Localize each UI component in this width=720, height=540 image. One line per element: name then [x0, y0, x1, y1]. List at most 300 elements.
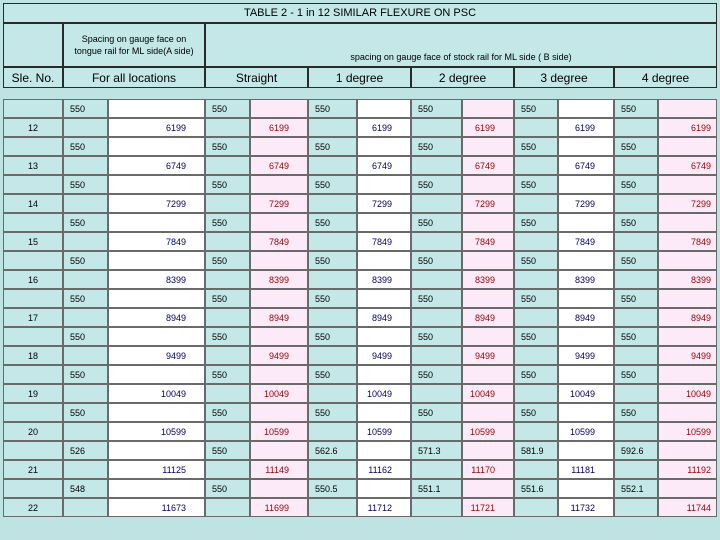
blank-cell — [357, 251, 411, 270]
distance-value-cell: 6749 — [658, 156, 717, 175]
blank-cell — [357, 441, 411, 460]
spacing-cell: 550 — [514, 289, 558, 308]
spacing-cell: 550 — [205, 365, 250, 384]
blank-cell — [250, 251, 308, 270]
distance-value-cell: 9499 — [108, 346, 205, 365]
table-title: TABLE 2 - 1 in 12 SIMILAR FLEXURE ON PSC — [3, 3, 717, 23]
distance-value-cell: 6749 — [558, 156, 614, 175]
distance-value-cell: 11712 — [357, 498, 411, 517]
blank-cell — [108, 479, 205, 498]
blank-cell — [357, 403, 411, 422]
blank-cell — [514, 156, 558, 175]
blank-cell — [558, 99, 614, 118]
table-row-values — [3, 270, 717, 289]
distance-value-cell: 10599 — [658, 422, 717, 441]
distance-value-cell: 10599 — [462, 422, 514, 441]
distance-value-cell: 7299 — [108, 194, 205, 213]
distance-value-cell: 8949 — [462, 308, 514, 327]
blank-cell — [108, 403, 205, 422]
table-row-spacing — [3, 99, 717, 118]
distance-value-cell: 8949 — [357, 308, 411, 327]
spacing-cell: 550 — [205, 327, 250, 346]
blank-cell — [558, 327, 614, 346]
blank-cell — [614, 308, 658, 327]
blank-cell — [205, 422, 250, 441]
distance-value-cell: 10049 — [108, 384, 205, 403]
sl-no-cell: 16 — [3, 270, 63, 289]
spacing-cell: 550 — [411, 137, 462, 156]
distance-value-cell: 9499 — [250, 346, 308, 365]
sl-no-cell: 13 — [3, 156, 63, 175]
blank-cell — [63, 118, 108, 137]
blank-cell — [63, 460, 108, 479]
table-row-spacing — [3, 327, 717, 346]
table-row-spacing — [3, 213, 717, 232]
spacing-cell: 581.9 — [514, 441, 558, 460]
blank-cell — [250, 213, 308, 232]
table-row-spacing — [3, 137, 717, 156]
spacing-cell: 550 — [308, 99, 357, 118]
blank-cell — [558, 365, 614, 384]
spacing-cell: 550 — [308, 175, 357, 194]
spacing-cell: 550 — [614, 403, 658, 422]
blank-cell — [658, 479, 717, 498]
spacing-cell: 550 — [63, 175, 108, 194]
blank-cell — [205, 498, 250, 517]
distance-value-cell: 7299 — [357, 194, 411, 213]
blank-cell — [658, 175, 717, 194]
blank-cell — [357, 213, 411, 232]
distance-value-cell: 10599 — [357, 422, 411, 441]
distance-value-cell: 11732 — [558, 498, 614, 517]
table-row-spacing — [3, 289, 717, 308]
blank-cell — [614, 422, 658, 441]
blank-cell — [205, 270, 250, 289]
blank-cell — [462, 289, 514, 308]
blank-cell — [658, 365, 717, 384]
table-row-spacing — [3, 175, 717, 194]
blank-cell — [63, 156, 108, 175]
spacing-cell: 550 — [308, 327, 357, 346]
blank-cell — [357, 327, 411, 346]
blank-cell — [558, 137, 614, 156]
spacing-cell: 550 — [63, 213, 108, 232]
blank-cell — [63, 384, 108, 403]
sl-no-cell-blank — [3, 99, 63, 118]
blank-cell — [250, 479, 308, 498]
sl-no-cell-blank — [3, 327, 63, 346]
column-header-3-degree: 3 degree — [514, 67, 614, 88]
blank-cell — [357, 289, 411, 308]
spacing-cell: 550 — [63, 99, 108, 118]
distance-value-cell: 10599 — [558, 422, 614, 441]
table-row-values — [3, 118, 717, 137]
distance-value-cell: 11744 — [658, 498, 717, 517]
blank-cell — [250, 99, 308, 118]
spacing-cell: 550 — [411, 327, 462, 346]
spacing-cell: 550 — [411, 289, 462, 308]
blank-cell — [357, 479, 411, 498]
distance-value-cell: 10599 — [108, 422, 205, 441]
blank-cell — [308, 422, 357, 441]
blank-cell — [614, 460, 658, 479]
spacing-cell: 550 — [308, 365, 357, 384]
blank-cell — [308, 384, 357, 403]
distance-value-cell: 10049 — [357, 384, 411, 403]
spacing-cell: 550 — [514, 99, 558, 118]
spacing-cell: 550 — [411, 251, 462, 270]
distance-value-cell: 10599 — [250, 422, 308, 441]
distance-value-cell: 9499 — [558, 346, 614, 365]
table-row-values — [3, 308, 717, 327]
spacing-cell: 550 — [514, 251, 558, 270]
blank-cell — [614, 194, 658, 213]
spacing-cell: 550 — [205, 403, 250, 422]
blank-cell — [514, 384, 558, 403]
distance-value-cell: 7849 — [558, 232, 614, 251]
sl-no-cell: 19 — [3, 384, 63, 403]
distance-value-cell: 7849 — [357, 232, 411, 251]
blank-cell — [514, 346, 558, 365]
sl-no-cell-blank — [3, 251, 63, 270]
distance-value-cell: 8399 — [357, 270, 411, 289]
blank-cell — [357, 137, 411, 156]
table-row-values — [3, 498, 717, 517]
spacing-cell: 550 — [63, 365, 108, 384]
blank-cell — [514, 422, 558, 441]
spacing-cell: 550 — [614, 175, 658, 194]
distance-value-cell: 7849 — [658, 232, 717, 251]
sl-no-cell: 17 — [3, 308, 63, 327]
blank-cell — [411, 194, 462, 213]
blank-cell — [558, 213, 614, 232]
stock-rail-note: spacing on gauge face of stock rail for ML side ( B side) — [205, 23, 717, 67]
blank-cell — [462, 327, 514, 346]
blank-cell — [411, 308, 462, 327]
blank-cell — [63, 270, 108, 289]
blank-cell — [205, 194, 250, 213]
blank-cell — [250, 365, 308, 384]
table-row-spacing — [3, 441, 717, 460]
blank-cell — [308, 194, 357, 213]
blank-cell — [558, 479, 614, 498]
blank-cell — [462, 137, 514, 156]
spacing-cell: 550 — [614, 327, 658, 346]
blank-cell — [411, 156, 462, 175]
distance-value-cell: 8399 — [462, 270, 514, 289]
spacing-cell: 550 — [514, 137, 558, 156]
blank-cell — [205, 308, 250, 327]
distance-value-cell: 7299 — [558, 194, 614, 213]
spacing-cell: 550 — [514, 213, 558, 232]
blank-cell — [411, 270, 462, 289]
spacing-cell: 550 — [205, 99, 250, 118]
blank-cell — [63, 346, 108, 365]
blank-cell — [658, 327, 717, 346]
spacing-cell: 550 — [205, 289, 250, 308]
blank-cell — [658, 289, 717, 308]
distance-value-cell: 6199 — [357, 118, 411, 137]
distance-value-cell: 9499 — [658, 346, 717, 365]
spacing-cell: 551.1 — [411, 479, 462, 498]
blank-cell — [108, 327, 205, 346]
distance-value-cell: 6749 — [462, 156, 514, 175]
blank-cell — [558, 251, 614, 270]
tongue-rail-note: Spacing on gauge face on tongue rail for ML side(A side) — [63, 23, 205, 67]
spacing-cell: 550 — [514, 327, 558, 346]
blank-cell — [658, 441, 717, 460]
spacing-cell: 550 — [308, 403, 357, 422]
distance-value-cell: 8399 — [558, 270, 614, 289]
blank-cell — [614, 118, 658, 137]
spacing-cell: 550 — [205, 213, 250, 232]
distance-value-cell: 6749 — [108, 156, 205, 175]
spacing-cell: 551.6 — [514, 479, 558, 498]
blank-cell — [514, 270, 558, 289]
distance-value-cell: 6199 — [658, 118, 717, 137]
sl-no-cell: 22 — [3, 498, 63, 517]
blank-cell — [250, 289, 308, 308]
blank-cell — [250, 137, 308, 156]
spacing-cell: 550 — [614, 365, 658, 384]
blank-cell — [308, 118, 357, 137]
spacing-cell: 550.5 — [308, 479, 357, 498]
blank-cell — [108, 99, 205, 118]
distance-value-cell: 6199 — [558, 118, 614, 137]
distance-value-cell: 8949 — [108, 308, 205, 327]
distance-value-cell: 6199 — [250, 118, 308, 137]
distance-value-cell: 8949 — [658, 308, 717, 327]
table-row-values — [3, 346, 717, 365]
blank-cell — [411, 460, 462, 479]
blank-cell — [205, 118, 250, 137]
sl-no-cell: 21 — [3, 460, 63, 479]
spacing-cell: 550 — [205, 479, 250, 498]
distance-value-cell: 10049 — [250, 384, 308, 403]
distance-value-cell: 8949 — [558, 308, 614, 327]
spacing-cell: 571.3 — [411, 441, 462, 460]
blank-cell — [411, 232, 462, 251]
table-row-values — [3, 156, 717, 175]
distance-value-cell: 10049 — [558, 384, 614, 403]
distance-value-cell: 9499 — [462, 346, 514, 365]
distance-value-cell: 11162 — [357, 460, 411, 479]
blank-cell — [308, 156, 357, 175]
table-row-values — [3, 194, 717, 213]
blank-cell — [614, 270, 658, 289]
distance-value-cell: 11721 — [462, 498, 514, 517]
blank-cell — [658, 251, 717, 270]
table-row-spacing — [3, 403, 717, 422]
blank-cell — [614, 232, 658, 251]
table-row-spacing — [3, 251, 717, 270]
sl-no-cell-blank — [3, 441, 63, 460]
sl-no-cell: 18 — [3, 346, 63, 365]
blank-cell — [558, 289, 614, 308]
distance-value-cell: 7299 — [658, 194, 717, 213]
distance-value-cell: 6749 — [250, 156, 308, 175]
spacing-cell: 550 — [63, 289, 108, 308]
spacing-cell: 550 — [411, 365, 462, 384]
blank-cell — [558, 441, 614, 460]
spacing-cell: 592.6 — [614, 441, 658, 460]
blank-cell — [462, 99, 514, 118]
column-header-all-locations: For all locations — [63, 67, 205, 88]
blank-cell — [108, 251, 205, 270]
spacing-cell: 550 — [411, 175, 462, 194]
spacing-cell: 550 — [308, 213, 357, 232]
distance-value-cell: 11125 — [108, 460, 205, 479]
spacing-cell: 550 — [205, 251, 250, 270]
blank-cell — [558, 403, 614, 422]
blank-cell — [308, 498, 357, 517]
spacing-cell: 550 — [63, 327, 108, 346]
header-blank-cell — [3, 23, 63, 67]
table-row-values — [3, 460, 717, 479]
blank-cell — [357, 365, 411, 384]
spacing-cell: 552.1 — [614, 479, 658, 498]
spacing-cell: 550 — [614, 137, 658, 156]
blank-cell — [614, 346, 658, 365]
sl-no-cell-blank — [3, 175, 63, 194]
sl-no-cell: 15 — [3, 232, 63, 251]
blank-cell — [658, 137, 717, 156]
spacing-cell: 550 — [514, 365, 558, 384]
spacing-cell: 550 — [63, 403, 108, 422]
sl-no-cell-blank — [3, 289, 63, 308]
column-header-sl-no: Sle. No. — [3, 67, 63, 88]
blank-cell — [462, 213, 514, 232]
sl-no-cell-blank — [3, 213, 63, 232]
distance-value-cell: 6199 — [108, 118, 205, 137]
blank-cell — [514, 308, 558, 327]
spacing-cell: 550 — [411, 213, 462, 232]
table-row-spacing — [3, 365, 717, 384]
blank-cell — [514, 118, 558, 137]
blank-cell — [250, 175, 308, 194]
column-header-straight: Straight — [205, 67, 308, 88]
distance-value-cell: 11149 — [250, 460, 308, 479]
distance-value-cell: 7849 — [462, 232, 514, 251]
blank-cell — [462, 441, 514, 460]
table-row-values — [3, 384, 717, 403]
column-header-4-degree: 4 degree — [614, 67, 717, 88]
distance-value-cell: 11192 — [658, 460, 717, 479]
spacing-cell: 550 — [205, 441, 250, 460]
blank-cell — [411, 422, 462, 441]
blank-cell — [205, 156, 250, 175]
distance-value-cell: 11673 — [108, 498, 205, 517]
spacing-cell: 550 — [614, 289, 658, 308]
distance-value-cell: 7299 — [250, 194, 308, 213]
blank-cell — [250, 441, 308, 460]
blank-cell — [205, 346, 250, 365]
spacing-cell: 550 — [514, 175, 558, 194]
blank-cell — [108, 289, 205, 308]
blank-cell — [357, 99, 411, 118]
blank-cell — [411, 384, 462, 403]
spacing-cell: 550 — [514, 403, 558, 422]
distance-value-cell: 10049 — [658, 384, 717, 403]
spacing-cell: 550 — [614, 99, 658, 118]
blank-cell — [108, 137, 205, 156]
distance-value-cell: 8949 — [250, 308, 308, 327]
column-header-2-degree: 2 degree — [411, 67, 514, 88]
blank-cell — [308, 232, 357, 251]
distance-value-cell: 7299 — [462, 194, 514, 213]
blank-cell — [462, 251, 514, 270]
blank-cell — [108, 441, 205, 460]
spacing-cell: 562.6 — [308, 441, 357, 460]
blank-cell — [658, 403, 717, 422]
blank-cell — [63, 232, 108, 251]
blank-cell — [308, 308, 357, 327]
spacing-cell: 550 — [614, 213, 658, 232]
sl-no-cell-blank — [3, 137, 63, 156]
table-row-values — [3, 232, 717, 251]
blank-cell — [462, 403, 514, 422]
sl-no-cell-blank — [3, 403, 63, 422]
spacing-cell: 550 — [411, 99, 462, 118]
blank-cell — [205, 384, 250, 403]
distance-value-cell: 8399 — [108, 270, 205, 289]
spacing-cell: 550 — [205, 175, 250, 194]
distance-value-cell: 7849 — [108, 232, 205, 251]
distance-value-cell: 7849 — [250, 232, 308, 251]
sl-no-cell: 14 — [3, 194, 63, 213]
blank-cell — [514, 194, 558, 213]
blank-cell — [108, 175, 205, 194]
spacing-cell: 550 — [63, 137, 108, 156]
blank-cell — [514, 232, 558, 251]
distance-value-cell: 11181 — [558, 460, 614, 479]
sl-no-cell-blank — [3, 479, 63, 498]
blank-cell — [63, 308, 108, 327]
distance-value-cell: 6749 — [357, 156, 411, 175]
spacing-cell: 550 — [205, 137, 250, 156]
blank-cell — [614, 498, 658, 517]
distance-value-cell: 9499 — [357, 346, 411, 365]
blank-cell — [514, 460, 558, 479]
spacing-cell: 550 — [614, 251, 658, 270]
blank-cell — [250, 327, 308, 346]
spacing-cell: 550 — [308, 137, 357, 156]
blank-cell — [205, 232, 250, 251]
sl-no-cell: 12 — [3, 118, 63, 137]
blank-cell — [63, 194, 108, 213]
distance-value-cell: 8399 — [658, 270, 717, 289]
blank-cell — [614, 156, 658, 175]
sl-no-cell-blank — [3, 365, 63, 384]
blank-cell — [108, 365, 205, 384]
distance-value-cell: 11699 — [250, 498, 308, 517]
spacing-cell: 526 — [63, 441, 108, 460]
spacing-cell: 550 — [308, 251, 357, 270]
blank-cell — [250, 403, 308, 422]
blank-cell — [411, 346, 462, 365]
blank-cell — [308, 346, 357, 365]
distance-value-cell: 8399 — [250, 270, 308, 289]
blank-cell — [462, 175, 514, 194]
blank-cell — [514, 498, 558, 517]
blank-cell — [658, 213, 717, 232]
column-header-1-degree: 1 degree — [308, 67, 411, 88]
blank-cell — [658, 99, 717, 118]
spacing-cell: 550 — [63, 251, 108, 270]
spacing-cell: 550 — [308, 289, 357, 308]
distance-value-cell: 10049 — [462, 384, 514, 403]
blank-cell — [462, 479, 514, 498]
